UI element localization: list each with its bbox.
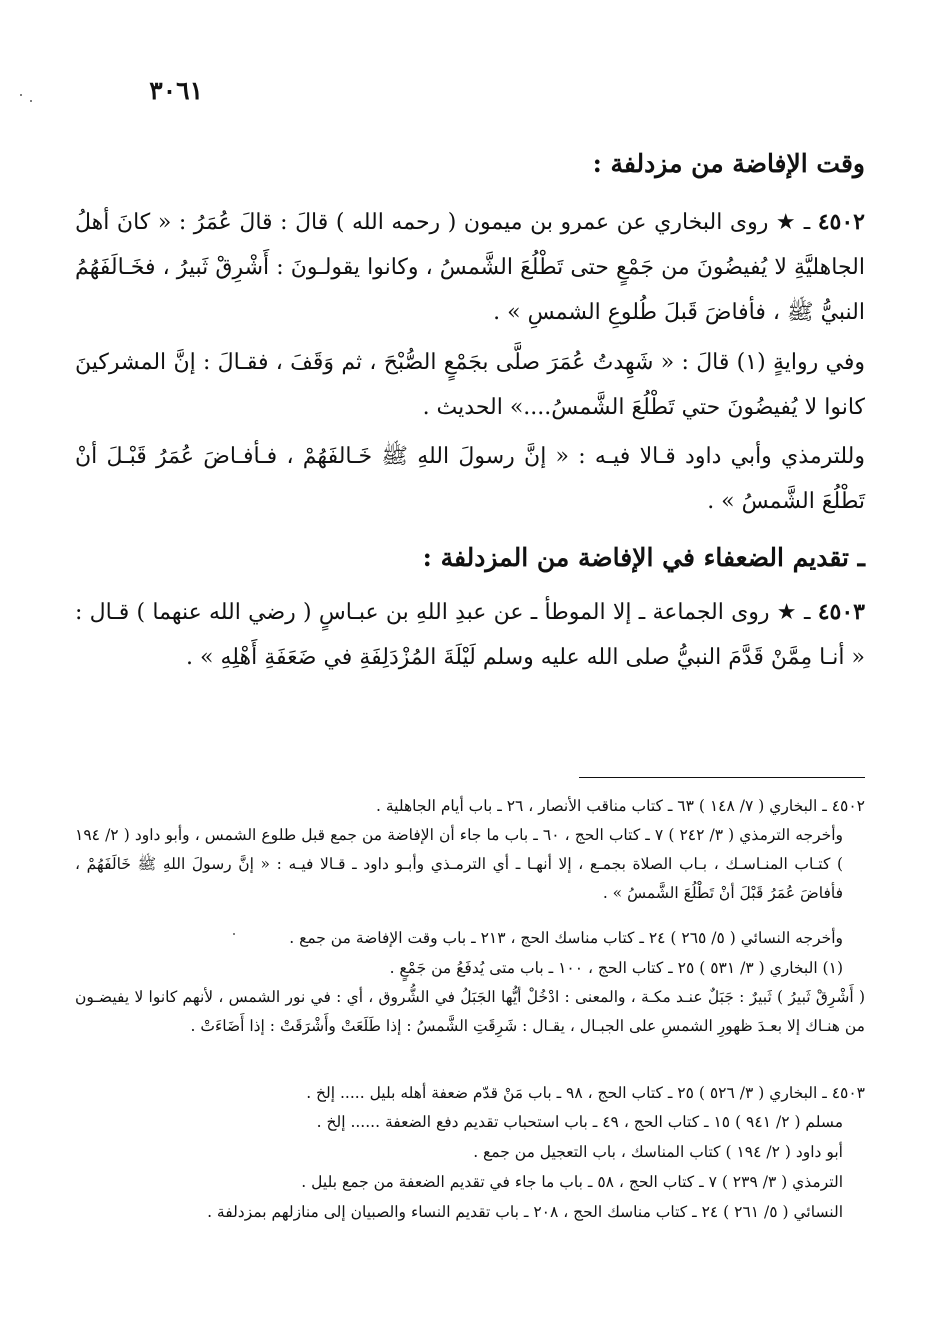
scan-speck: [233, 933, 235, 935]
footnote-4503-bukhari: ٤٥٠٣ ـ البخاري ( ٣/ ٥٢٦ ) ٢٥ ـ كتاب الحج ، ٩٨ ـ باب مَنْ قدّم ضعفة أهله بليل ..... إلخ .: [306, 1084, 865, 1102]
footnote-4502-bukhari: ٤٥٠٢ ـ البخاري ( ٧/ ١٤٨ ) ٦٣ ـ كتاب مناقب الأنصار ، ٢٦ ـ باب أيام الجاهلية .: [375, 797, 865, 815]
hadith-4503-paragraph: [75, 590, 865, 680]
scan-speck: [30, 100, 32, 102]
section-heading-weak-ones: ـ تقديم الضعفاء في الإفاضة من المزدلفة :: [422, 543, 865, 572]
section-heading-ifada-time: وقت الإفاضة من مزدلفة :: [592, 149, 865, 178]
hadith-4502-paragraph: [75, 200, 865, 335]
footnote-4503-tirmidhi: الترمذي ( ٣/ ٢٣٩ ) ٧ ـ كتاب الحج ، ٥٨ ـ باب ما جاء في تقديم الضعفة من جمع بليل .: [301, 1173, 843, 1191]
footnote-4503-muslim: مسلم ( ٢/ ٩٤١ ) ١٥ ـ كتاب الحج ، ٤٩ ـ باب استحباب تقديم دفع الضعفة ...... إلخ .: [316, 1113, 843, 1131]
page-number: ٣٠٦١: [149, 76, 203, 105]
hadith-number: ٤٥٠٣: [817, 599, 865, 625]
footnote-1-bukhari: (١) البخاري ( ٣/ ٥٣١ ) ٢٥ ـ كتاب الحج ، ١٠٠ ـ باب متى يُدفَعُ من جَمْعٍ .: [389, 959, 843, 977]
footnote-4503-abudawud: أبو داود ( ٢/ ١٩٤ ) كتاب المناسك ، باب التعجيل من جمع .: [473, 1143, 843, 1161]
footnote-4502-tirmidhi: وأخرجه الترمذي ( ٣/ ٢٤٢ ) ٧ ـ كتاب الحج ، ٦٠ ـ باب ما جاء أن الإفاضة من جمع قبل طلوع الشمس ، وأبو داود ( ٢/ ١٩٤ ) كتـاب المنـاسـك ، بـاب الصلاة بجمـع ، إلا أنهـا ـ أي الترمـذي وأبـو داود ـ قـالا فيـه : « إنَّ رسولَ اللهِ ﷺ خَالَفَهُمْ ، فأفاضَ عُمَرُ قَبْلَ أنْ تَطْلُعَ الشَّمسُ » .: [75, 826, 844, 902]
hadith-text: ـ ★ روى البخاري عن عمرو بن ميمون ( رحمه الله ) قالَ : قالَ عُمَرُ : « كانَ أهلُ الجاهليَّةِ لا يُفيضُونَ من جَمْعٍ حتى تَطْلُعَ الشَّمسُ ، وكانوا يقولـونَ : أَشْرِقْ ثَبيرُ ، فخَـالَفَهُمُ النبيُّ ﷺ ، فأفاضَ قَبلَ طُلوعِ الشمسِ » .: [75, 210, 865, 325]
hadith-4502-variant-riwaya: وفي روايةٍ (١) قالَ : « شَهِدتُ عُمَرَ صلَّى بجَمْعٍ الصُّبْحَ ، ثم وَقَفَ ، فقـالَ : إنَّ المشركينَ كانوا لا يُفيضُونَ حتي تَطْلُعَ الشَّمسُ....» الحديث .: [75, 350, 865, 420]
footnote-separator: [579, 777, 865, 778]
footnote-4503-nasai: النسائي ( ٥/ ٢٦١ ) ٢٤ ـ كتاب مناسك الحج ، ٢٠٨ ـ باب تقديم النساء والصبيان إلى منازلهم بمزدلفة .: [207, 1203, 843, 1221]
footnote-gloss-ashriq-thabir: ( أَشْرِقْ ثَبيرُ ) ثَبيرٌ : جَبَلٌ عنـد مكـة ، والمعنى : ادْخُلْ أيُّها الجَبَلُ في الشُّروق ، أي : في نور الشمس ، لأنهم كانوا لا يفيضـون من هنـاك إلا بعـدَ ظهورِ الشمسِ على الجبـال ، يقـال : شَرِقَتِ الشَّمسُ : إذا طَلَعَتْ وأَشْرَقَتْ : إذا أَضَاءَتْ .: [75, 988, 865, 1035]
scan-speck: [20, 94, 22, 96]
hadith-text: ـ ★ روى الجماعة ـ إلا الموطأ ـ عن عبدِ اللهِ بن عبـاسٍ ( رضي الله عنهما ) قـال : « أنـا مِمَّنْ قَدَّمَ النبيُّ صلى الله عليه وسلم لَيْلَةَ المُزْدَلِفَةِ في ضَعَفَةِ أَهْلِهِ » .: [75, 600, 865, 670]
hadith-number: ٤٥٠٢: [817, 209, 865, 235]
hadith-4502-variant-tirmidhi: وللترمذي وأبي داود قـالا فيـه : « إنَّ رسولَ اللهِ ﷺ خَـالفَهُمْ ، فـأفـاضَ عُمَرُ قَبْـلَ أنْ تَطْلُعَ الشَّمسُ » .: [75, 444, 865, 514]
footnote-4502-nasai: وأخرجه النسائي ( ٥/ ٢٦٥ ) ٢٤ ـ كتاب مناسك الحج ، ٢١٣ ـ باب وقت الإفاضة من جمع .: [289, 929, 843, 947]
